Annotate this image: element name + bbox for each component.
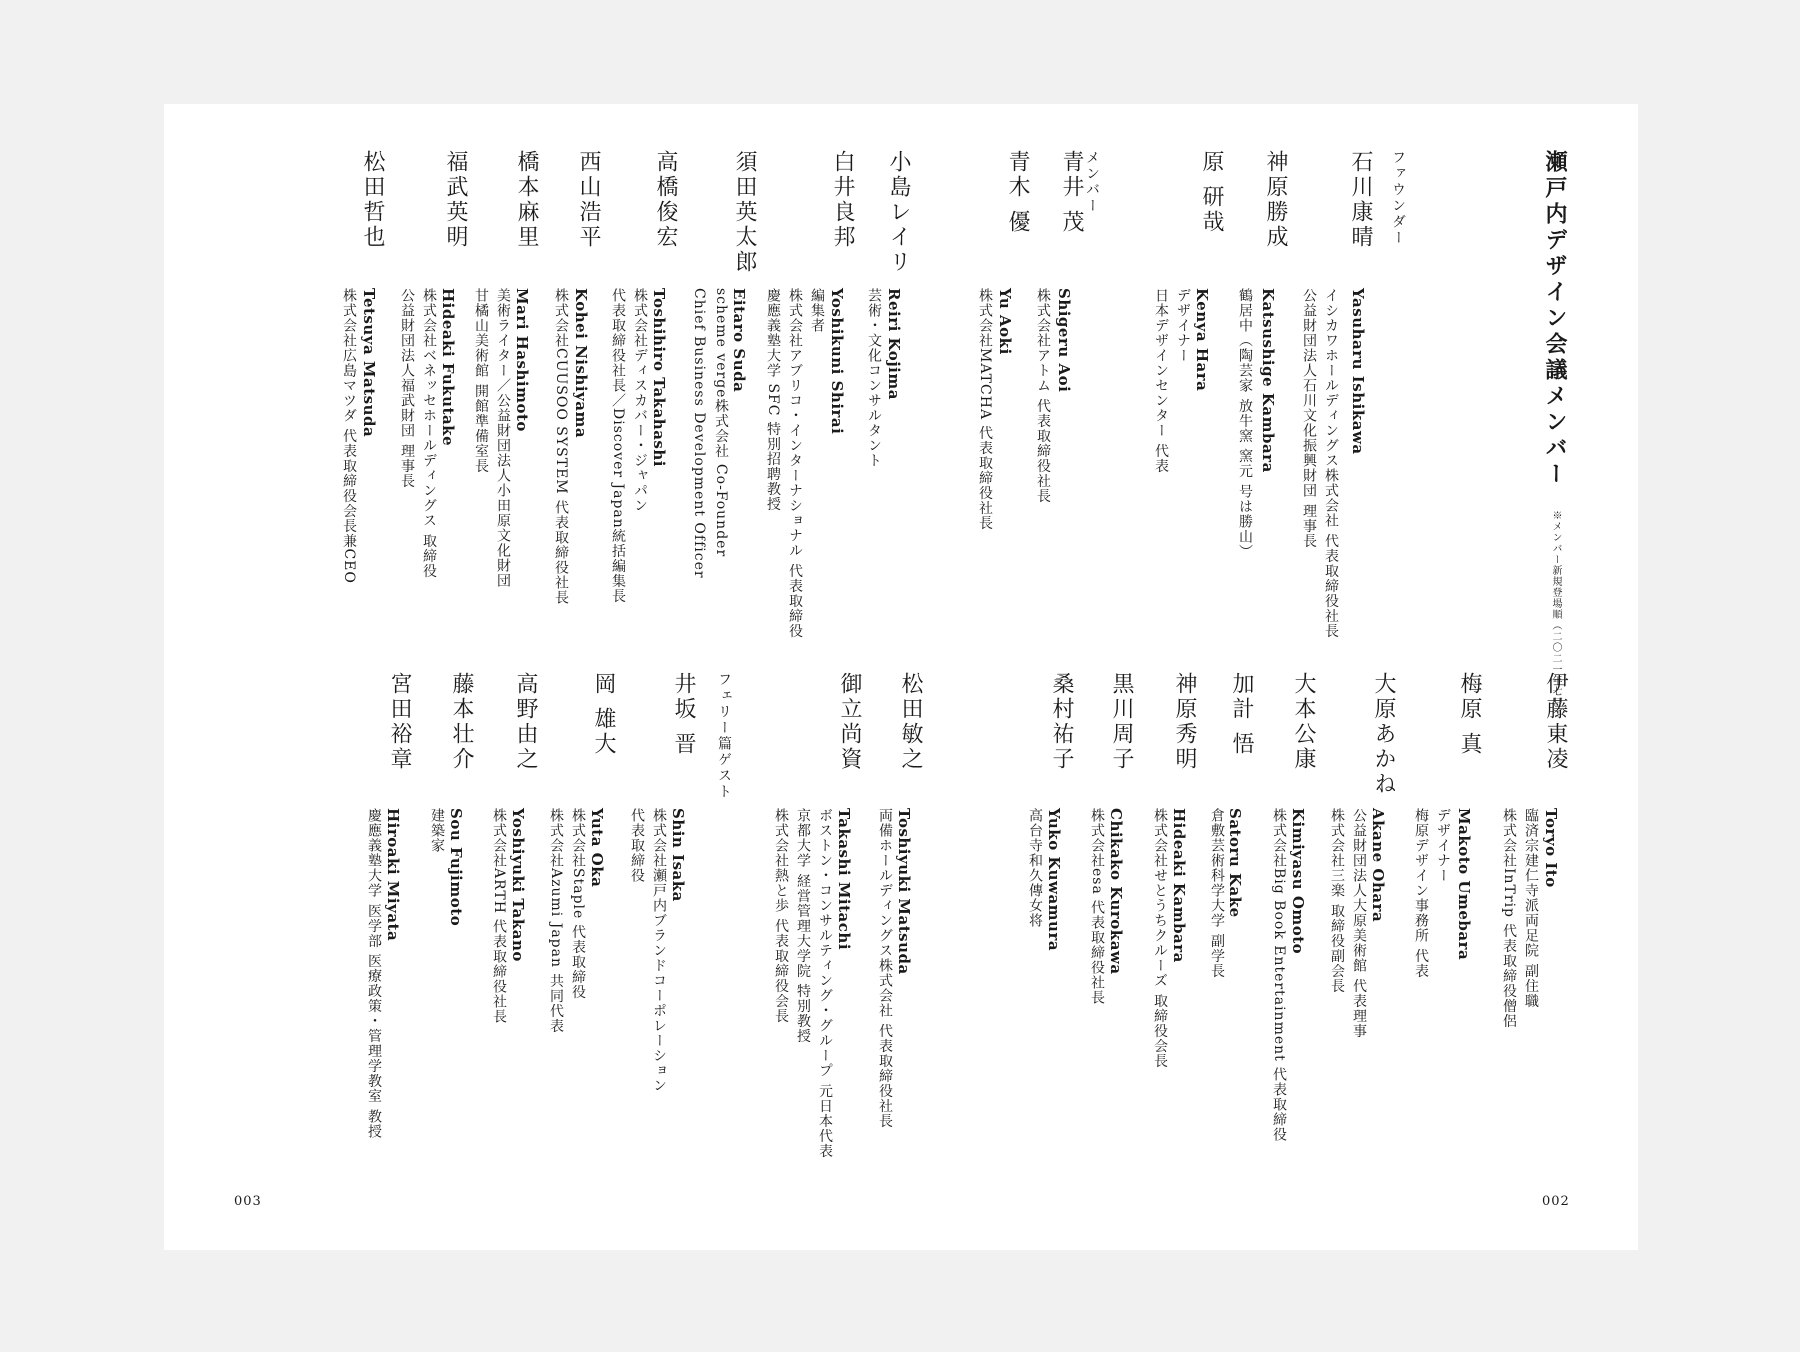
member-role: 美術ライター／公益財団法人小田原文化財団 xyxy=(495,288,511,588)
section-member: メンバー xyxy=(1084,150,1100,214)
page-number-right: 002 xyxy=(1542,1194,1570,1209)
member-name-en: Hiroaki Miyata xyxy=(384,808,402,942)
member-name-en: Toshihiro Takahashi xyxy=(650,288,668,467)
member-name-en: Yoshikuni Shirai xyxy=(828,288,846,435)
member-role: 芸術・文化コンサルタント xyxy=(866,288,882,468)
member-name: 小島レイリ xyxy=(886,150,911,275)
member-role: 建築家 xyxy=(429,808,445,853)
member-role: 株式会社MATCHA 代表取締役社長 xyxy=(977,288,993,531)
member-name-en: Eitaro Suda xyxy=(730,288,748,393)
member-role: 代表取締役社長／Discover Japan統括編集長 xyxy=(610,288,626,604)
section-ferry-guest: フェリー篇ゲスト xyxy=(716,672,732,800)
member-name-en: Yuta Oka xyxy=(588,808,606,888)
member-role: 梅原デザイン事務所 代表 xyxy=(1413,808,1429,979)
member-name: 高野由之 xyxy=(513,672,538,772)
member-role: 株式会社アトム 代表取締役社長 xyxy=(1035,288,1051,504)
member-name-en: Satoru Kake xyxy=(1226,808,1244,918)
member-role: 株式会社三楽 取締役副会長 xyxy=(1329,808,1345,994)
member-name: 福武英明 xyxy=(443,150,468,250)
member-role: 鶴居中（陶芸家 放牛窯 窯元 号は勝山） xyxy=(1237,288,1253,560)
member-role: 株式会社瀬戸内ブランドコーポレーション xyxy=(651,808,667,1093)
member-role: 日本デザインセンター 代表 xyxy=(1153,288,1169,474)
member-name: 松田哲也 xyxy=(360,150,385,250)
member-role: 株式会社熱と歩 代表取締役会長 xyxy=(773,808,789,1024)
member-name: 松田敏之 xyxy=(898,672,923,772)
member-name: 大本公康 xyxy=(1291,672,1316,772)
page-title: 瀬戸内デザイン会議メンバー※メンバー新規登場順（二〇二一年七月） xyxy=(1542,150,1568,719)
member-name-en: Toshiyuki Matsuda xyxy=(895,808,913,975)
member-name: 伊藤東凌 xyxy=(1543,672,1568,772)
member-role: 株式会社CUUSOO SYSTEM 代表取締役社長 xyxy=(553,288,569,606)
member-name: 大原あかね xyxy=(1371,672,1396,797)
member-role: 編集者 xyxy=(809,288,825,333)
member-name: 桑村祐子 xyxy=(1049,672,1074,772)
member-name: 神原勝成 xyxy=(1263,150,1288,250)
member-role: 株式会社ディスカバー・ジャパン xyxy=(632,288,648,513)
member-name-en: Shin Isaka xyxy=(669,808,687,902)
member-name-en: Yoshiyuki Takano xyxy=(509,808,527,962)
member-name: 岡 雄大 xyxy=(591,672,616,757)
member-name-en: Yu Aoki xyxy=(996,288,1014,355)
member-role: 代表取締役 xyxy=(629,808,645,883)
member-role: 両備ホールディングス株式会社 代表取締役社長 xyxy=(877,808,893,1129)
member-name-en: Toryo Ito xyxy=(1542,808,1560,888)
member-role: 公益財団法人福武財団 理事長 xyxy=(399,288,415,489)
member-name-en: Kimiyasu Omoto xyxy=(1289,808,1307,955)
member-name: 加計 悟 xyxy=(1229,672,1254,757)
member-name: 黒川周子 xyxy=(1109,672,1134,772)
member-role: 公益財団法人石川文化振興財団 理事長 xyxy=(1301,288,1317,549)
page-number-left: 003 xyxy=(234,1194,262,1209)
member-role: 株式会社esa 代表取締役社長 xyxy=(1089,808,1105,1006)
member-role: 慶應義塾大学 SFC 特別招聘教授 xyxy=(765,288,781,512)
member-name: 御立尚資 xyxy=(837,672,862,772)
member-name-en: Yasuharu Ishikawa xyxy=(1349,288,1367,455)
member-name-en: Hideaki Kambara xyxy=(1170,808,1188,963)
member-role: 株式会社ARTH 代表取締役社長 xyxy=(491,808,507,1025)
member-role: デザイナー xyxy=(1435,808,1451,883)
title-note: ※メンバー新規登場順（二〇二一年七月） xyxy=(1550,510,1561,719)
member-role: 株式会社アブリコ・インターナショナル 代表取締役 xyxy=(787,288,803,639)
member-name-en: Takashi Mitachi xyxy=(835,808,853,951)
member-name: 石川康晴 xyxy=(1348,150,1373,250)
member-role: 株式会社せとうちクルーズ 取締役会長 xyxy=(1152,808,1168,1069)
member-role: Chief Business Development Officer xyxy=(691,288,707,579)
member-name-en: Akane Ohara xyxy=(1369,808,1387,923)
member-name-en: Tetsuya Matsuda xyxy=(360,288,378,438)
member-role: 甘橘山美術館 開館準備室長 xyxy=(473,288,489,474)
member-role: 株式会社Big Book Entertainment 代表取締役 xyxy=(1271,808,1287,1143)
section-founder: ファウンダー xyxy=(1390,150,1406,246)
member-name-en: Chikako Kurokawa xyxy=(1107,808,1125,975)
member-name-en: Katsushige Kambara xyxy=(1259,288,1277,473)
book-spread xyxy=(164,104,1638,1250)
member-role: イシカワホールディングス株式会社 代表取締役社長 xyxy=(1323,288,1339,639)
member-role: scheme verge株式会社 Co-Founder xyxy=(713,288,729,558)
member-role: 株式会社InTrip 代表取締役僧侶 xyxy=(1501,808,1517,1029)
member-name: 白井良邦 xyxy=(830,150,855,250)
member-name: 高橋俊宏 xyxy=(653,150,678,250)
member-role: 臨済宗建仁寺派両足院 副住職 xyxy=(1523,808,1539,1009)
member-name-en: Kohei Nishiyama xyxy=(572,288,590,439)
member-name-en: Yuko Kuwamura xyxy=(1045,808,1063,952)
member-name-en: Sou Fujimoto xyxy=(447,808,465,927)
member-role: 倉敷芸術科学大学 副学長 xyxy=(1209,808,1225,979)
member-name: 西山浩平 xyxy=(576,150,601,250)
member-name: 藤本壮介 xyxy=(449,672,474,772)
member-name-en: Shigeru Aoi xyxy=(1055,288,1073,393)
member-name-en: Reiri Kojima xyxy=(885,288,903,400)
member-role: 高台寺和久傳女将 xyxy=(1027,808,1043,928)
member-name: 須田英太郎 xyxy=(732,150,757,275)
member-role: 株式会社広島マツダ 代表取締役会長兼CEO xyxy=(341,288,357,584)
member-role: 慶應義塾大学 医学部 医療政策・管理学教室 教授 xyxy=(366,808,382,1140)
member-name: 神原秀明 xyxy=(1172,672,1197,772)
member-name-en: Mari Hashimoto xyxy=(513,288,531,432)
member-name-en: Makoto Umebara xyxy=(1455,808,1473,961)
member-name: 梅原 真 xyxy=(1457,672,1482,757)
member-name: 井坂 晋 xyxy=(671,672,696,757)
member-name: 橋本麻里 xyxy=(514,150,539,250)
member-role: 京都大学 経営管理大学院 特別教授 xyxy=(795,808,811,1044)
member-name: 青木 優 xyxy=(1005,150,1030,235)
member-role: 株式会社Staple 代表取締役 xyxy=(570,808,586,1000)
member-role: 株式会社ベネッセホールディングス 取締役 xyxy=(421,288,437,579)
member-name-en: Hideaki Fukutake xyxy=(439,288,457,447)
member-name: 原 研哉 xyxy=(1199,150,1224,235)
member-role: デザイナー xyxy=(1175,288,1191,363)
member-role: 株式会社Azumi Japan 共同代表 xyxy=(548,808,564,1034)
member-name-en: Kenya Hara xyxy=(1193,288,1211,392)
member-role: 公益財団法人大原美術館 代表理事 xyxy=(1351,808,1367,1039)
member-name: 青井 茂 xyxy=(1059,150,1084,235)
member-name: 宮田裕章 xyxy=(387,672,412,772)
member-role: ボストン・コンサルティング・グループ 元日本代表 xyxy=(817,808,833,1159)
